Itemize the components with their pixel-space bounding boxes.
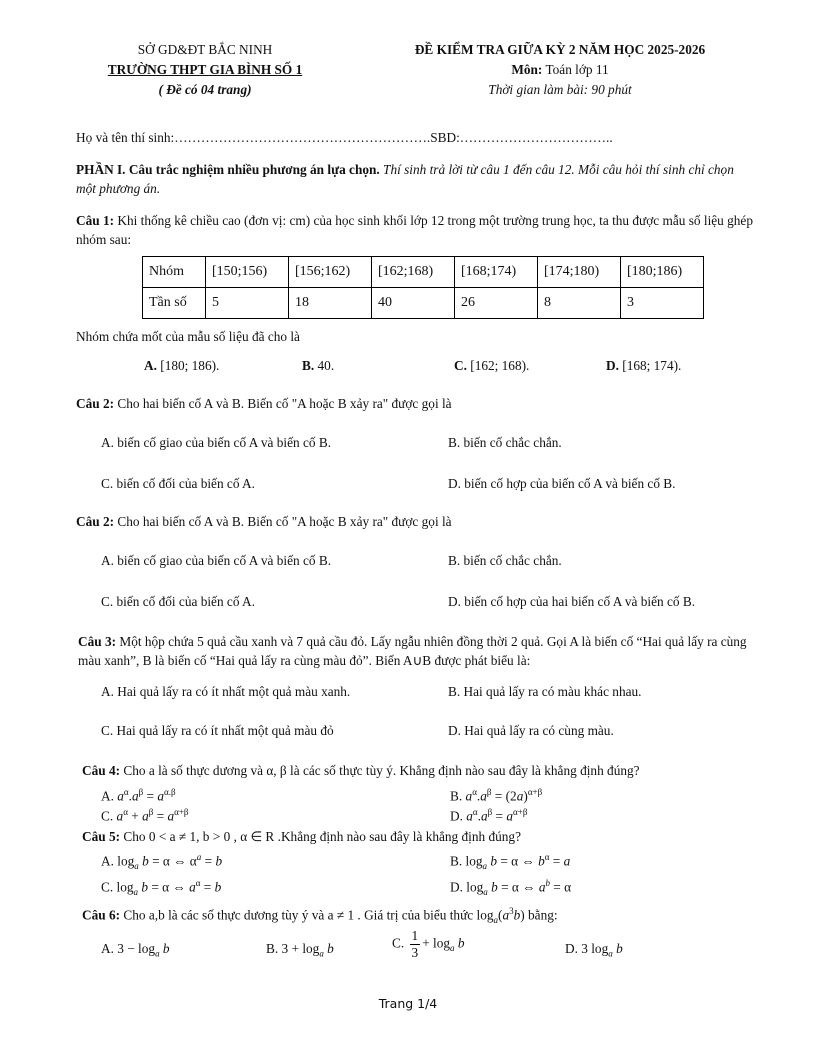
table-cell: [180;186) xyxy=(621,257,704,288)
q4-option-d-label: D. xyxy=(450,808,463,824)
q1-option-c-text: [162; 168). xyxy=(470,358,530,373)
table-cell: 40 xyxy=(372,288,455,319)
q4-option-b-label: B. xyxy=(450,788,463,804)
fraction-one-third: $\frac{1}{3}$ xyxy=(411,928,419,960)
q6-option-d-label: D. xyxy=(565,941,578,956)
q5-option-c-label: C. xyxy=(101,879,114,895)
q1-option-a[interactable] xyxy=(144,358,219,374)
q2-label: Câu 2: xyxy=(76,396,115,411)
question-1 xyxy=(76,211,756,249)
frequency-table xyxy=(142,256,704,319)
q3-option-d[interactable]: D. Hai quả lấy ra có cùng màu. xyxy=(448,723,614,738)
q6-text: Cho a,b là các số thực dương tùy ý và a ≠ 1 . Giá trị của biểu thức xyxy=(123,907,474,923)
q3-option-b[interactable]: B. Hai quả lấy ra có màu khác nhau. xyxy=(448,684,642,699)
exam-time: Thời gian làm bài: 90 phút xyxy=(488,82,632,97)
table-row-groups xyxy=(143,257,704,288)
q2b-option-a[interactable]: A. biến cố giao của biến cố A và biến cố B. xyxy=(101,553,332,568)
subject-label: Môn: xyxy=(511,62,543,77)
school-name xyxy=(70,60,340,80)
q2-text: Cho hai biến cố A và B. Biến cố "A hoặc B xảy ra" được gọi là xyxy=(117,396,452,411)
part1-instruction: Thí sinh trả lời từ câu 1 đến câu 12. Mỗi câu hỏi thí sinh chỉ chọn một phương án. xyxy=(76,162,734,196)
question-2-repeat xyxy=(76,514,452,530)
table-cell: [168;174) xyxy=(455,257,538,288)
q1-option-a-label: A. xyxy=(144,358,157,373)
q1-label: Câu 1: xyxy=(76,213,115,228)
header-left xyxy=(70,40,340,100)
q4-option-c-label: C. xyxy=(101,808,114,824)
q5-option-d[interactable]: D. $\log_a b = \alpha$ ⇔ $a^b = \alpha$ xyxy=(450,878,572,898)
table-cell: 18 xyxy=(289,288,372,319)
q1-option-d-text: [168; 174). xyxy=(622,358,682,373)
q1-option-b-text: 40. xyxy=(317,358,335,373)
q1-option-b[interactable] xyxy=(302,358,334,374)
part1-heading xyxy=(76,160,756,198)
q2b-text: Cho hai biến cố A và B. Biến cố "A hoặc B xảy ra" được gọi là xyxy=(117,514,452,529)
q6-option-b[interactable]: B. $3 + \log_a b$ xyxy=(266,941,334,959)
q4-option-c[interactable]: C. $a^\alpha + a^\beta = a^{\alpha+\beta}$ xyxy=(101,807,189,824)
q1-option-c[interactable] xyxy=(454,358,529,374)
q1-option-a-text: [180; 186). xyxy=(160,358,220,373)
table-cell: 8 xyxy=(538,288,621,319)
q5-option-a-label: A. xyxy=(101,853,114,869)
table-cell: 26 xyxy=(455,288,538,319)
q1-prompt: Nhóm chứa mốt của mẫu số liệu đã cho là xyxy=(76,329,300,344)
q1-text: Khi thống kê chiều cao (đơn vị: cm) của học sinh khối lớp 12 trong một trường trung học, ta thu được mẫu số liệu ghép nhóm sau: xyxy=(76,213,753,247)
student-info-line: Họ và tên thí sinh:………………………………………………….SBD:…………………………….. xyxy=(76,130,613,145)
q5-option-c[interactable]: C. $\log_a b = \alpha$ ⇔ $a^\alpha = b$ xyxy=(101,878,222,898)
question-5 xyxy=(82,829,521,845)
q1-option-d-label: D. xyxy=(606,358,619,373)
q6-option-b-label: B. xyxy=(266,941,279,956)
q4-text: Cho a là số thực dương và α, β là các số thực tùy ý. Khẳng định nào sau đây là khẳng định đúng? xyxy=(123,763,640,778)
question-3 xyxy=(78,632,768,670)
table-cell: 5 xyxy=(206,288,289,319)
q3-option-a[interactable]: A. Hai quả lấy ra có ít nhất một quả màu xanh. xyxy=(101,684,351,699)
q4-option-a-label: A. xyxy=(101,788,114,804)
q6-option-d[interactable]: D. 3 $\log_a b$ xyxy=(565,941,623,959)
subject-line xyxy=(370,60,750,80)
page-footer: Trang 1/4 xyxy=(378,996,438,1011)
table-cell: [150;156) xyxy=(206,257,289,288)
q5-option-a[interactable]: A. $\log_a b = \alpha$ ⇔ $\alpha^a = b$ xyxy=(101,852,223,872)
q1-option-d[interactable] xyxy=(606,358,681,374)
q2-option-b[interactable]: B. biến cố chắc chắn. xyxy=(448,435,562,450)
question-2 xyxy=(76,396,452,412)
question-6: Câu 6: Cho a,b là các số thực dương tùy ý và a ≠ 1 . Giá trị của biểu thức $\log_a(a^3b)$ bằng: xyxy=(82,906,558,926)
q3-label: Câu 3: xyxy=(78,634,117,649)
q2b-option-c[interactable]: C. biến cố đối của biến cố A. xyxy=(101,594,255,609)
q1-option-c-label: C. xyxy=(454,358,467,373)
table-cell: Nhóm xyxy=(143,257,206,288)
q6-label: Câu 6: xyxy=(82,907,121,923)
q4-option-a[interactable]: A. $a^\alpha.a^\beta = a^{\alpha.\beta}$ xyxy=(101,787,176,804)
exam-title: ĐỀ KIỂM TRA GIỮA KỲ 2 NĂM HỌC 2025-2026 xyxy=(414,42,706,57)
q4-option-d[interactable]: D. $a^\alpha.a^\beta = a^{\alpha+\beta}$ xyxy=(450,807,528,824)
q2-option-d[interactable]: D. biến cố hợp của biến cố A và biến cố B. xyxy=(448,476,676,491)
header-right xyxy=(370,40,750,100)
q4-option-b[interactable]: B. $a^\alpha.a^\beta = (2a)^{\alpha+\beta}$ xyxy=(450,787,543,804)
q2-option-a[interactable]: A. biến cố giao của biến cố A và biến cố B. xyxy=(101,435,332,450)
school-name-text: TRƯỜNG THPT GIA BÌNH SỐ 1 xyxy=(107,62,303,77)
table-cell: 3 xyxy=(621,288,704,319)
q2b-option-d[interactable]: D. biến cố hợp của hai biến cố A và biến cố B. xyxy=(448,594,696,609)
q5-text: Cho 0 < a ≠ 1, b > 0 , α ∈ R .Khẳng định nào sau đây là khẳng định đúng? xyxy=(123,829,521,844)
table-cell: Tần số xyxy=(143,288,206,319)
pages-note: ( Đề có 04 trang) xyxy=(158,82,252,97)
q2-option-c[interactable]: C. biến cố đối của biến cố A. xyxy=(101,476,255,491)
q6-text-end: bằng: xyxy=(528,907,558,923)
table-cell: [162;168) xyxy=(372,257,455,288)
q5-label: Câu 5: xyxy=(82,829,121,844)
q6-option-a[interactable]: A. $3 - \log_a b$ xyxy=(101,941,170,959)
q2b-label: Câu 2: xyxy=(76,514,115,529)
q5-option-b[interactable]: B. $\log_a b = \alpha$ ⇔ $b^\alpha = a$ xyxy=(450,852,571,872)
q1-option-b-label: B. xyxy=(302,358,315,373)
dept-name: SỞ GD&ĐT BẮC NINH xyxy=(137,42,273,57)
q5-option-b-label: B. xyxy=(450,853,463,869)
q3-option-c[interactable]: C. Hai quả lấy ra có ít nhất một quả màu đỏ xyxy=(101,723,334,738)
table-cell: [174;180) xyxy=(538,257,621,288)
q6-option-c[interactable]: C. $\frac{1}{3}$ + $\log_a b$ xyxy=(392,928,465,960)
subject-value: Toán lớp 11 xyxy=(545,62,609,77)
q4-label: Câu 4: xyxy=(82,763,121,778)
part1-title: PHẦN I. Câu trắc nghiệm nhiều phương án lựa chọn. xyxy=(76,162,380,177)
question-4 xyxy=(82,763,640,779)
q6-option-a-label: A. xyxy=(101,941,114,956)
table-cell: [156;162) xyxy=(289,257,372,288)
q5-option-d-label: D. xyxy=(450,879,463,895)
q6-option-c-label: C. xyxy=(392,935,405,951)
q3-text: Một hộp chứa 5 quả cầu xanh và 7 quả cầu đỏ. Lấy ngẫu nhiên đồng thời 2 quả. Gọi A là biến cố “Hai quả lấy ra cùng màu xanh”, B là biến cố “Hai quả lấy ra cùng màu đỏ”. Biến A∪B được phát biểu là: xyxy=(78,634,747,668)
table-row-freqs xyxy=(143,288,704,319)
q2b-option-b[interactable]: B. biến cố chắc chắn. xyxy=(448,553,562,568)
